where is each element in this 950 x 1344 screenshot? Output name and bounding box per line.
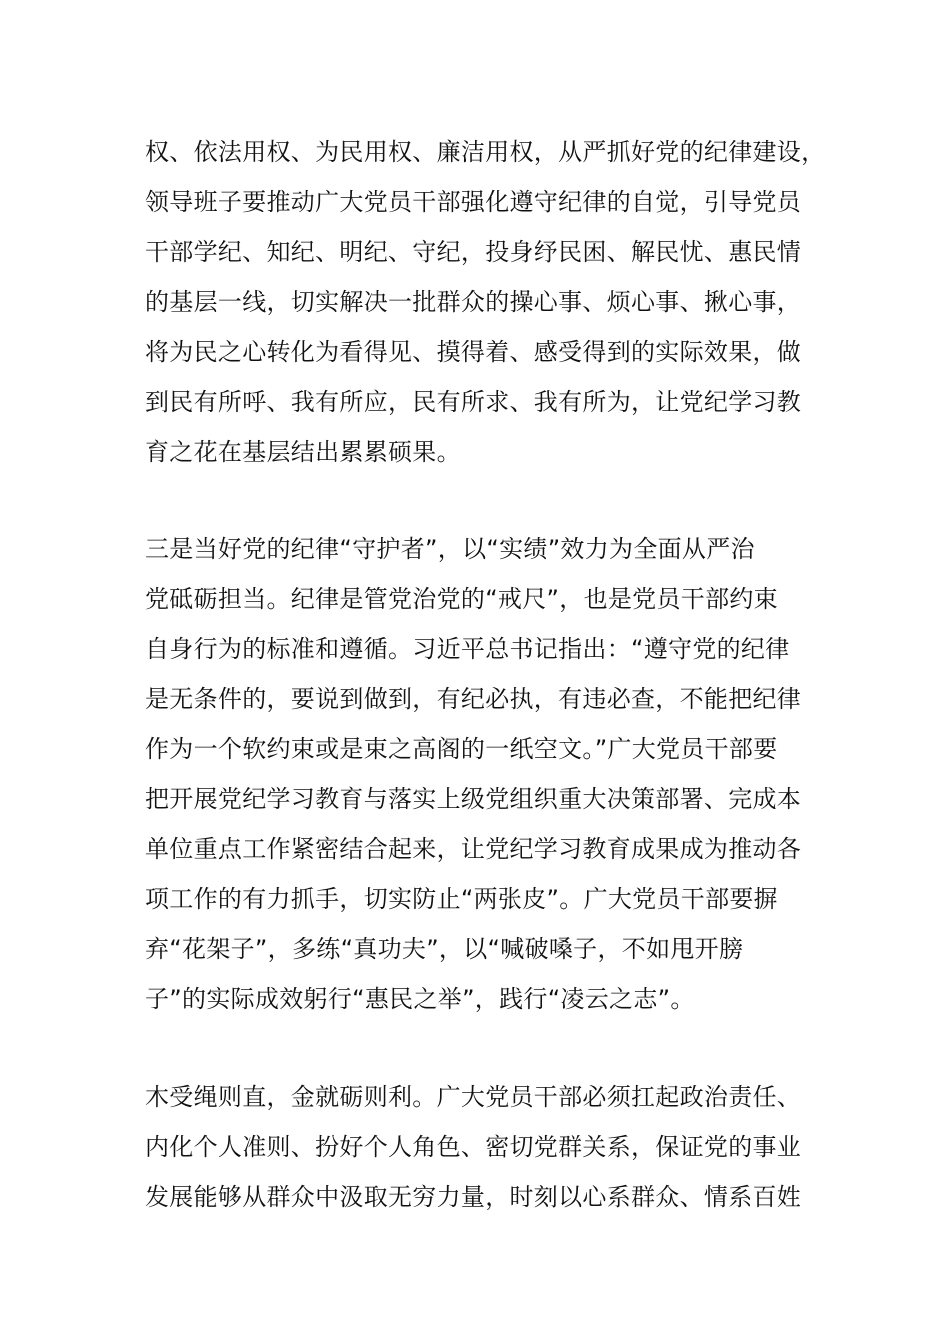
text-line: 的基层一线，切实解决一批群众的操心事、烦心事、揪心事， [145, 288, 802, 316]
paragraph-1 [145, 127, 825, 477]
text-line: 三是当好党的纪律“守护者”，以“实绩”效力为全面从严治 [145, 535, 755, 563]
text-line: 单位重点工作紧密结合起来，让党纪学习教育成果成为推动各 [145, 835, 802, 863]
text-line: 自身行为的标准和遵循。习近平总书记指出：“遵守党的纪律 [145, 635, 790, 663]
text-line: 育之花在基层结出累累硕果。 [145, 438, 461, 466]
text-line: 领导班子要推动广大党员干部强化遵守纪律的自觉，引导党员 [145, 188, 802, 216]
text-line: 木受绳则直，金就砺则利。广大党员干部必须扛起政治责任、 [145, 1083, 802, 1111]
text-line: 将为民之心转化为看得见、摸得着、感受得到的实际效果，做 [145, 338, 802, 366]
text-line: 弃“花架子”，多练“真功夫”，以“喊破嗓子，不如甩开膀 [145, 935, 744, 963]
text-line: 是无条件的，要说到做到，有纪必执，有违必查，不能把纪律 [145, 685, 802, 713]
text-line: 党砥砺担当。纪律是管党治党的“戒尺”，也是党员干部约束 [145, 585, 778, 613]
text-line: 权、依法用权、为民用权、廉洁用权，从严抓好党的纪律建设， [145, 138, 826, 166]
text-line: 内化个人准则、扮好个人角色、密切党群关系，保证党的事业 [145, 1133, 802, 1161]
paragraph-2 [145, 524, 825, 1024]
text-line: 干部学纪、知纪、明纪、守纪，投身纾民困、解民忧、惠民情 [145, 238, 802, 266]
text-line: 作为一个软约束或是束之高阁的一纸空文。”广大党员干部要 [145, 735, 778, 763]
text-line: 把开展党纪学习教育与落实上级党组织重大决策部署、完成本 [145, 785, 802, 813]
paragraph-3 [145, 1072, 825, 1222]
text-line: 发展能够从群众中汲取无穷力量，时刻以心系群众、情系百姓 [145, 1183, 802, 1211]
text-line: 到民有所呼、我有所应，民有所求、我有所为，让党纪学习教 [145, 388, 802, 416]
text-line: 项工作的有力抓手，切实防止“两张皮”。广大党员干部要摒 [145, 885, 778, 913]
text-line: 子”的实际成效躬行“惠民之举”，践行“凌云之志”。 [145, 985, 695, 1013]
